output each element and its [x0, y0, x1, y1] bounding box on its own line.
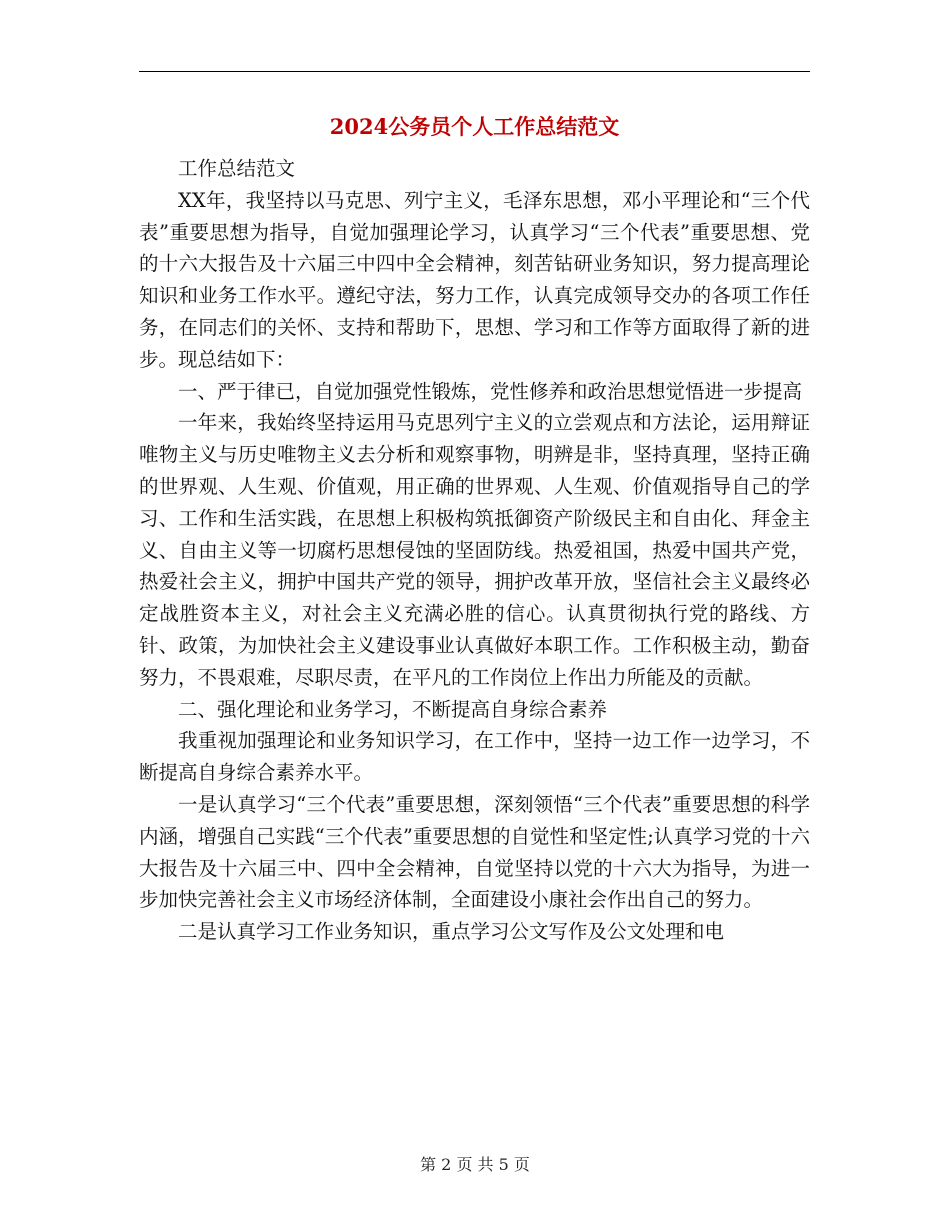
- paragraph-section-2: 我重视加强理论和业务知识学习，在工作中，坚持一边工作一边学习，不断提高自身综合素养水平。: [139, 729, 810, 785]
- section-heading-1: 一、严于律已，自觉加强党性锻炼，党性修养和政治思想觉悟进一步提高: [178, 379, 803, 403]
- footer-total-pages: 5: [498, 1155, 509, 1174]
- paragraph-point-1: 一是认真学习“三个代表”重要思想，深刻领悟“三个代表”重要思想的科学内涵，增强自己实践“三个代表”重要思想的自觉性和坚定性;认真学习党的十六大报告及十六届三中、四中全会精神，自觉坚持以党的十六大为指导，为进一步加快完善社会主义市场经济体制，全面建设小康社会作出自己的努力。: [139, 792, 810, 912]
- footer-suffix: 页: [513, 1155, 530, 1174]
- footer-page-number: 2: [441, 1155, 452, 1174]
- page-footer: [0, 1153, 950, 1177]
- document-body: [139, 153, 810, 948]
- paragraph-subtitle: 工作总结范文: [178, 157, 296, 180]
- header-rule: [139, 71, 810, 72]
- document-title: 2024公务员个人工作总结范文: [329, 114, 620, 139]
- paragraph-section-1: 一年来，我始终坚持运用马克思列宁主义的立尝观点和方法论，运用辩证唯物主义与历史唯物主义去分析和观察事物，明辨是非，坚持真理，坚持正确的世界观、人生观、价值观，用正确的世界观、人生观、价值观指导自己的学习、工作和生活实践，在思想上积极构筑抵御资产阶级民主和自由化、拜金主义、自由主义等一切腐朽思想侵蚀的坚固防线。热爱祖国，热爱中国共产党，热爱社会主义，拥护中国共产党的领导，拥护改革开放，坚信社会主义最终必定战胜资本主义，对社会主义充满必胜的信心。认真贯彻执行党的路线、方针、政策，为加快社会主义建设事业认真做好本职工作。工作积极主动，勤奋努力，不畏艰难，尽职尽责，在平凡的工作岗位上作出力所能及的贡献。: [139, 411, 810, 689]
- paragraph-intro: XX年，我坚持以马克思、列宁主义，毛泽东思想，邓小平理论和“三个代表”重要思想为指导，自觉加强理论学习，认真学习“三个代表”重要思想、党的十六大报告及十六届三中四中全会精神，刻苦钻研业务知识，努力提高理论知识和业务工作水平。遵纪守法，努力工作，认真完成领导交办的各项工作任务，在同志们的关怀、支持和帮助下，思想、学习和工作等方面取得了新的进步。现总结如下：: [139, 188, 810, 371]
- footer-middle: 页 共: [456, 1155, 494, 1174]
- paragraph-point-2: 二是认真学习工作业务知识，重点学习公文写作及公文处理和电: [178, 920, 725, 944]
- section-heading-2: 二、强化理论和业务学习，不断提高自身综合素养: [178, 697, 608, 721]
- footer-prefix: 第: [420, 1155, 437, 1174]
